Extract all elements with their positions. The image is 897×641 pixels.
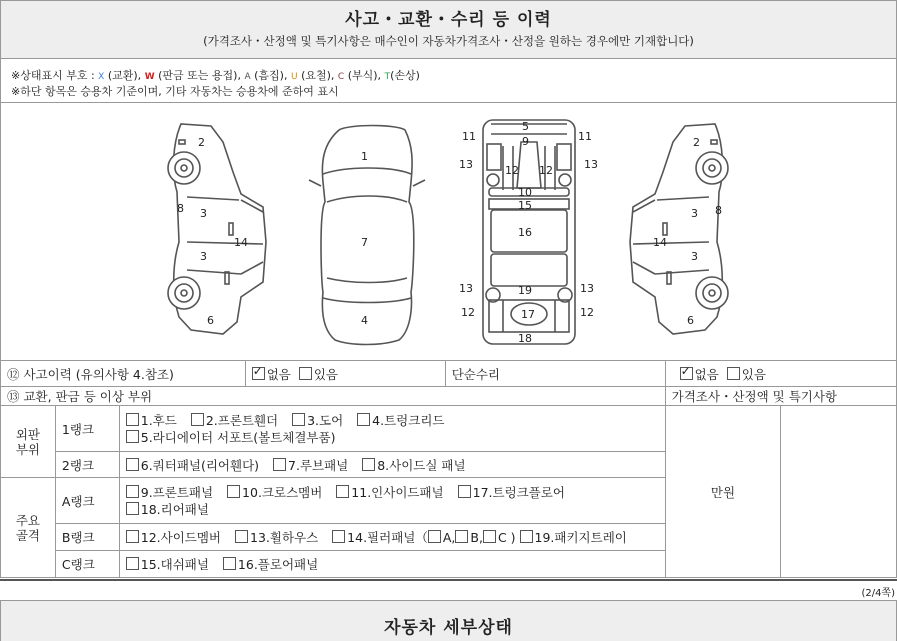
part-number: 4 xyxy=(361,314,368,327)
option-label: 16.플로어패널 xyxy=(237,557,319,572)
legend-symbol-c: C xyxy=(337,72,345,82)
part-number: 12 xyxy=(580,306,594,319)
car-right-side-view xyxy=(630,124,728,334)
option-label: 19.패키지트레이 xyxy=(534,530,627,545)
rankA-trunk-floor-checkbox[interactable] xyxy=(458,485,471,498)
option-label: 8.사이드실 패널 xyxy=(377,457,466,473)
option-label: C ) xyxy=(497,530,516,545)
part-number: 11 xyxy=(578,130,592,143)
part-number: 5 xyxy=(522,120,529,133)
rankB-side-member-checkbox[interactable] xyxy=(126,530,139,543)
status-legend xyxy=(0,58,897,103)
rank1-hood-checkbox[interactable] xyxy=(126,413,139,426)
car-top-view xyxy=(309,126,425,345)
legend-symbol-x: X xyxy=(98,72,105,82)
main-frame-label: 주요 골격 xyxy=(1,478,56,578)
car-frame-view xyxy=(459,120,598,345)
rankC-floor-panel-checkbox[interactable] xyxy=(223,557,236,570)
option-label: A, xyxy=(442,530,456,545)
part-number: 2 xyxy=(693,136,700,149)
legend-label: (흠집), xyxy=(254,69,288,82)
history-header xyxy=(0,0,897,59)
part-number: 9 xyxy=(522,135,529,148)
outer-panel-label: 외판 부위 xyxy=(1,406,56,478)
page-title: 사고・교환・수리 등 이력 xyxy=(345,10,552,30)
part-number: 3 xyxy=(200,207,207,220)
part-number: 8 xyxy=(715,204,722,217)
part-number: 13 xyxy=(459,158,473,171)
checkbox-label: 없음 xyxy=(266,366,291,382)
rankA-cross-member-checkbox[interactable] xyxy=(227,485,240,498)
simple-repair-label: 단순수리 xyxy=(445,361,665,387)
page-subtitle: (가격조사・산정액 및 특기사항은 매수인이 자동차가격조사・산정을 원하는 경우에만 기재합니다) xyxy=(203,34,694,48)
rankB-pillar-c-checkbox[interactable] xyxy=(483,530,496,543)
legend-label: (판금 또는 용접), xyxy=(158,69,241,82)
rankB-wheel-house-checkbox[interactable] xyxy=(235,530,248,543)
accident-options xyxy=(245,361,445,387)
option-label: 13.휠하우스 xyxy=(250,530,319,545)
checkbox-label: 있음 xyxy=(313,366,339,382)
rank2-roof-panel-checkbox[interactable] xyxy=(273,458,286,471)
rank2-label: 2랭크 xyxy=(55,452,119,478)
part-number: 3 xyxy=(691,250,698,263)
part-number: 7 xyxy=(361,236,368,249)
simple-repair-none-checkbox[interactable] xyxy=(680,367,693,380)
rank1-label: 1랭크 xyxy=(55,406,119,452)
part-number: 6 xyxy=(687,314,694,327)
rankA-front-panel-checkbox[interactable] xyxy=(126,485,139,498)
legend-label: (요철), xyxy=(301,69,335,82)
rankB-pillar-a-checkbox[interactable] xyxy=(428,530,441,543)
part-number: 14 xyxy=(234,236,248,249)
next-section-title: 자동차 세부상태 xyxy=(384,618,513,638)
part-number: 13 xyxy=(584,158,598,171)
option-label: 14.필러패널（ xyxy=(347,530,428,545)
rankA-rear-panel-checkbox[interactable] xyxy=(126,502,139,515)
rank2-quarter-panel-checkbox[interactable] xyxy=(126,458,139,471)
rankB-pillar-panel-checkbox[interactable] xyxy=(332,530,345,543)
legend-label: (손상) xyxy=(390,69,420,82)
part-number: 6 xyxy=(207,314,214,327)
option-label: 1.후드 xyxy=(140,412,177,428)
price-value: 만원 xyxy=(665,406,781,578)
page-number: (2/4쪽) xyxy=(861,588,895,599)
legend-note: ※하단 항목은 승용차 기준이며, 기타 자동차는 승용차에 준하여 표시 xyxy=(11,85,339,98)
rank1-door-checkbox[interactable] xyxy=(292,413,305,426)
legend-symbol-t: T xyxy=(384,72,391,82)
table-bottom-rule xyxy=(0,579,897,581)
rankB-options xyxy=(119,524,665,551)
option-label: 6.쿼터패널(리어휀다) xyxy=(140,457,260,473)
rank2-options xyxy=(119,452,665,478)
option-label: 4.트렁크리드 xyxy=(372,412,445,428)
rankA-options xyxy=(119,478,665,524)
option-label: 5.라디에이터 서포트(볼트체결부품) xyxy=(140,429,336,445)
rankC-options xyxy=(119,551,665,578)
rankB-package-tray-checkbox[interactable] xyxy=(520,530,533,543)
rankB-pillar-b-checkbox[interactable] xyxy=(455,530,468,543)
option-label: 15.대쉬패널 xyxy=(140,557,209,572)
legend-line xyxy=(11,67,420,83)
part-number: 12 xyxy=(539,164,553,177)
rank1-front-fender-checkbox[interactable] xyxy=(191,413,204,426)
part-number: 1 xyxy=(361,150,368,163)
part-number: 13 xyxy=(459,282,473,295)
legend-symbol-w: W xyxy=(144,72,155,82)
rank1-options xyxy=(119,406,665,452)
part-number: 12 xyxy=(505,164,519,177)
option-label: 7.루브패널 xyxy=(288,457,349,473)
part-number: 3 xyxy=(200,250,207,263)
option-label: 17.트렁크플로어 xyxy=(472,484,565,500)
rankA-inside-panel-checkbox[interactable] xyxy=(336,485,349,498)
option-label: 10.크로스멤버 xyxy=(242,484,323,500)
rankC-label: C랭크 xyxy=(55,551,119,578)
part-number: 14 xyxy=(653,236,667,249)
legend-prefix: ※상태표시 부호 : xyxy=(11,69,95,82)
legend-label: (교환), xyxy=(107,69,142,82)
part-number: 16 xyxy=(518,226,532,239)
option-label: 2.프론트휀더 xyxy=(205,412,279,428)
car-diagram-svg xyxy=(1,102,896,360)
simple-repair-exists-checkbox[interactable] xyxy=(727,367,740,380)
legend-label: (부식), xyxy=(347,69,382,82)
next-section-header xyxy=(0,600,897,641)
part-number: 15 xyxy=(518,199,532,212)
part-number: 3 xyxy=(691,207,698,220)
accident-exists-checkbox[interactable] xyxy=(299,367,312,380)
repair-history-table xyxy=(0,360,897,578)
rank1-radiator-support-checkbox[interactable] xyxy=(126,430,139,443)
accident-history-label: ⑫ 사고이력 (유의사항 4.참조) xyxy=(1,361,246,387)
part-number: 2 xyxy=(198,136,205,149)
rankA-label: A랭크 xyxy=(55,478,119,524)
car-left-side-view xyxy=(168,124,266,334)
option-label: 3.도어 xyxy=(307,412,344,428)
checkbox-label: 있음 xyxy=(741,366,766,382)
part-number: 19 xyxy=(518,284,532,297)
option-label: 11.인사이드패널 xyxy=(351,484,444,500)
rankB-label: B랭크 xyxy=(55,524,119,551)
rankC-dash-panel-checkbox[interactable] xyxy=(126,557,139,570)
part-number: 10 xyxy=(518,186,532,199)
option-label: B, xyxy=(470,530,483,545)
price-header: 가격조사・산정액 및 특기사항 xyxy=(665,387,896,406)
option-label: 18.리어패널 xyxy=(140,501,209,517)
parts-section-label: ⑬ 교환, 판금 등 이상 부위 xyxy=(1,387,666,406)
checkbox-label: 없음 xyxy=(694,366,719,382)
car-diagram xyxy=(0,102,897,360)
price-notes-cell[interactable] xyxy=(781,406,897,578)
option-label: 9.프론트패널 xyxy=(140,484,214,500)
legend-symbol-a: A xyxy=(244,72,251,82)
part-number: 8 xyxy=(177,202,184,215)
part-number: 13 xyxy=(580,282,594,295)
simple-repair-options xyxy=(665,361,896,387)
part-number: 11 xyxy=(462,130,476,143)
option-label: 12.사이드멤버 xyxy=(140,530,222,545)
accident-none-checkbox[interactable] xyxy=(252,367,265,380)
rank1-trunk-lid-checkbox[interactable] xyxy=(357,413,370,426)
part-number: 12 xyxy=(461,306,475,319)
legend-symbol-u: U xyxy=(290,72,298,82)
rank2-side-sill-checkbox[interactable] xyxy=(362,458,375,471)
part-number: 17 xyxy=(521,308,535,321)
part-number: 18 xyxy=(518,332,532,345)
